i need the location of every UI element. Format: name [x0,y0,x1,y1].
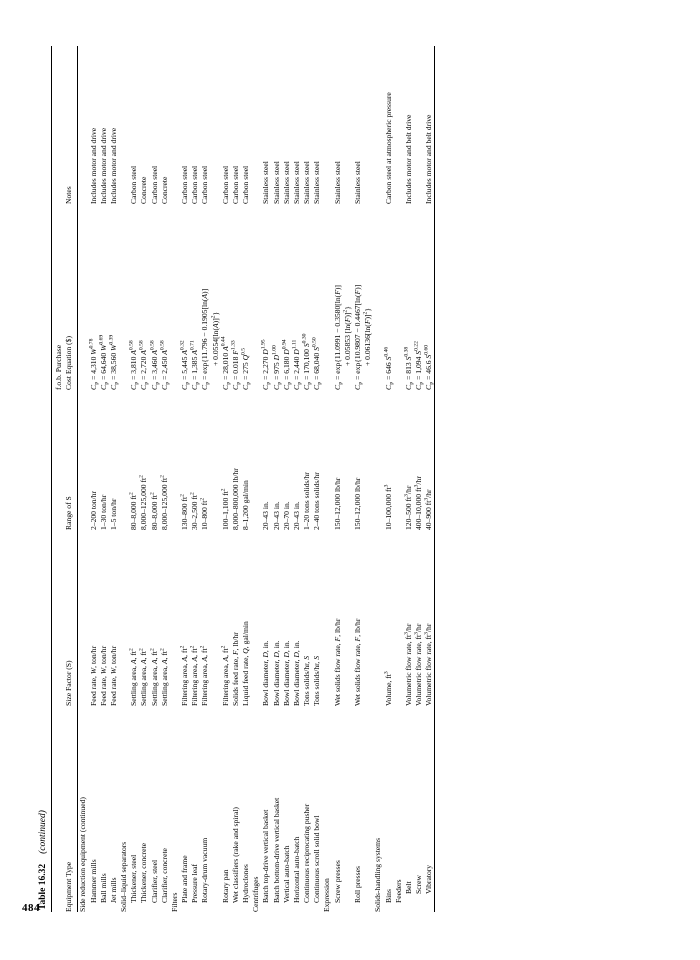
page-number: 484 [22,902,40,914]
cell-cost-equation: $C_P = 2,440$ $D^{1.11}$ [291,339,304,390]
col-header-notes: Notes [64,186,74,204]
cell-cost-equation [251,204,261,390]
cell-size-factor: Filtering area, A, $ft^2$ [189,645,200,706]
cell-notes: Stainless steel [271,161,281,204]
cell-cost-equation [170,204,180,390]
cell-range-of-s: 80–8,000 $ft^2$ [128,492,139,530]
cell-notes: Carbon steel [190,165,200,204]
table-row [129,46,139,912]
cell-equipment-type: Clarifier, concrete [159,848,169,903]
cell-size-factor: Volumetric flow rate, $ft^3/hr$ [403,623,413,706]
cell-equipment-type: Hydroclones [241,864,251,903]
cell-cost-equation [119,204,129,390]
cell-size-factor: Settling area, A, $ft^2$ [128,648,139,706]
cell-notes: Stainless steel [291,161,301,204]
table-row [99,46,109,912]
cell-cost-equation: $C_P = 646$ $S^{0.46}$ [382,346,396,390]
cell-size-factor: Feed rate, W, ton/hr [88,645,98,706]
cell-notes: Includes motor and belt drive [403,114,413,204]
cell-range-of-s: 1–30 ton/hr [98,494,108,530]
cell-equipment-type: Continuous scroll solid bowl [312,815,322,903]
cell-size-factor: Bowl diameter, D, in. [271,640,281,706]
cell-size-factor: Filtering area, A, $ft^2$ [199,645,210,706]
table-row [180,46,190,912]
cell-cost-equation [373,204,383,390]
cell-range-of-s: 1–5 ton/hr [108,498,118,530]
cell-size-factor: Filtering area, A, $ft^2$ [220,645,230,706]
cell-size-factor: Bowl diameter, D, in. [261,640,271,706]
cell-size-factor: Liquid feed rate, Q, gal/min [241,621,251,706]
table-row [109,46,119,912]
cell-size-factor: Settling area, A, $ft^2$ [138,648,149,706]
cell-equipment-type: Clarifier, steel [149,859,159,903]
cell-equipment-type: Screw presses [332,860,342,903]
cell-size-factor [170,530,180,706]
cell-equipment-type: Continuous reciprocating pusher [302,803,312,903]
cell-equipment-type: Bins [383,889,393,903]
cell-equipment-type: Roll presses [352,866,362,903]
cell-size-factor: Feed rate, W, ton/hr [98,645,108,706]
cell-size-factor: Wet solids flow rate, F, lb/hr [352,618,362,706]
cell-cost-equation [394,204,404,390]
cell-size-factor [119,530,129,706]
cell-notes [170,46,180,204]
cell-equipment-type: Batch bottom-drive vertical basket [271,797,281,903]
cell-range-of-s: 20–70 in. [281,501,291,530]
cell-notes: Includes motor and drive [98,127,108,204]
cell-cost-equation: $C_P = 275$ $Q^{0.5}$ [240,347,253,390]
cell-cost-equation: $C_P = 38,560$ $W^{0.39}$ [108,334,121,390]
table-row [312,46,322,912]
col-header-cost-line2: Cost Equation ($) [64,336,74,390]
cell-notes: Stainless steel [332,161,342,204]
table-row [150,46,160,912]
cell-size-factor: Volumetric flow rate, $ft^3/hr$ [413,623,424,706]
cell-equipment-type: Ball mills [98,873,108,903]
table-row [190,46,200,912]
cell-cost-equation: $C_P = 2,450$ $A^{0.58}$ [159,340,172,390]
cell-range-of-s: 8–1,200 gal/min [241,480,251,530]
col-header-cost-line1: f.o.b. Purchase [54,344,63,390]
cell-cost-equation [78,204,88,390]
equipment-cost-table [52,46,77,912]
cell-notes: Includes motor and drive [108,127,118,204]
table-caption-continued: (continued) [38,810,48,854]
cell-notes: Concrete [139,176,149,204]
cell-size-factor: Settling area, A, $ft^2$ [159,648,169,706]
cell-range-of-s: 150–12,000 lb/hr [352,477,362,530]
cell-range-of-s [373,390,383,530]
cell-range-of-s [170,390,180,530]
cell-range-of-s [119,390,129,530]
table-row [384,46,394,912]
cell-size-factor: Filtering area, A, $ft^2$ [179,645,190,706]
cell-cost-equation: $C_P = 68,040$ $S^{0.50}$ [311,337,324,390]
table-section-row [251,46,261,912]
cell-equipment-type: Screw [414,875,424,894]
cell-range-of-s: 120–500 $ft^3/hr$ [403,485,413,530]
table-row [333,46,353,912]
cell-range-of-s: 8,000–125,000 $ft^2$ [159,475,169,530]
cell-range-of-s: 40–900 $ft^3/hr$ [423,489,434,530]
cell-notes: Stainless steel [261,161,271,204]
col-header-equipment-type: Equipment Type [64,861,74,912]
cell-range-of-s [251,390,261,530]
cell-notes [78,46,88,204]
cell-notes: Stainless steel [281,161,291,204]
cell-notes: Carbon steel [129,165,139,204]
cell-cost-equation: $C_P = 6,180$ $D^{0.94}$ [281,339,294,390]
cell-equipment-type: Feeders [393,879,403,903]
cell-notes [373,46,383,204]
cell-equipment-type: Filters [169,892,179,912]
table-row [272,46,282,912]
cell-range-of-s: 80–8,000 $ft^2$ [149,492,159,530]
cell-notes: Stainless steel [352,161,362,204]
cell-equipment-type: Plate and frame [180,855,190,903]
cell-cost-equation: $C_P = \exp\{11.0991 - 0.3580[\ln(F)]$ + 0.05853 $[\ln(F)]^2$} [332,285,352,390]
cell-cost-equation: $C_P = 1,094$ $S^{0.22}$ [413,341,426,390]
cell-cost-equation: $C_P = 28,010$ $A^{0.44}$ [220,336,233,390]
cell-notes: Stainless steel [312,161,322,204]
cell-size-factor: Volume, $ft^3$ [382,671,393,706]
cell-range-of-s: 2–40 tons solids/hr [312,472,322,530]
table-row [139,46,149,912]
cell-size-factor: Bowl diameter, D, in. [281,640,291,706]
cell-size-factor: Bowl diameter, D, in. [291,640,301,706]
cell-range-of-s: 150–12,000 lb/hr [332,477,342,530]
cell-cost-equation: $C_P = 4,310$ $W^{0.78}$ [87,338,101,390]
cell-notes [251,46,261,204]
table-row [282,46,292,912]
cell-size-factor: Feed rate, W, ton/hr [108,645,118,706]
cell-cost-equation: $C_P = 64,640$ $W^{0.69}$ [98,334,111,390]
cell-cost-equation: $C_P = 813$ $S^{0.38}$ [403,346,416,390]
table-caption-label: Table 16.32 [38,863,48,910]
cell-range-of-s: 10–800 $ft^2$ [199,497,210,530]
cell-range-of-s [78,390,88,530]
cell-notes: Includes motor and belt drive [424,114,434,204]
cell-range-of-s: 20–43 in. [291,501,301,530]
cell-equipment-type: Centrifuges [251,876,261,912]
cell-cost-equation: $C_P = 3,810$ $A^{0.58}$ [128,340,141,390]
table-body [78,46,434,912]
cell-notes [414,46,424,204]
cell-equipment-type: Batch top-drive vertical basket [261,809,271,903]
table-bottom-rule [434,46,435,912]
cell-equipment-type: Side reduction equipment (continued) [78,797,88,912]
cell-equipment-type: Wet classifiers (rake and spiral) [230,807,240,903]
cell-cost-equation: $C_P = 0.018$ $F^{1.33}$ [230,340,243,390]
table-section-row [119,46,129,912]
equipment-cost-table-body [78,46,434,912]
table-section-row [373,46,383,912]
cell-notes [394,46,404,204]
cell-size-factor [322,530,332,706]
cell-notes: Carbon steel at atmospheric pressure [383,92,393,204]
cell-equipment-type: Horizontal auto-batch [291,836,301,903]
cell-equipment-type: Vertical auto-batch [281,845,291,903]
cell-size-factor [78,530,88,706]
cell-range-of-s: 8,000–125,000 $ft^2$ [138,475,149,530]
cell-notes: Concrete [159,176,169,204]
cell-equipment-type: Jet mills [108,877,118,903]
cell-notes: Carbon steel [149,165,159,204]
table-row [200,46,220,912]
table-section-row [394,46,404,912]
table-row [414,46,424,912]
table-header-row [52,46,77,912]
table-row [221,46,231,912]
cell-equipment-type: Thickener, concrete [139,843,149,903]
table-row [302,46,312,912]
cell-equipment-type: Hammer mills [88,859,98,903]
table-row [353,46,373,912]
cell-equipment-type: Vibratory [424,864,434,894]
cell-range-of-s: 10–100,000 $ft^3$ [382,484,393,530]
cell-notes: Carbon steel [241,165,251,204]
col-header-cost-equation [52,204,77,390]
cell-range-of-s: 1–20 tons solids/hr [302,472,312,530]
cell-range-of-s: 8,000–800,000 lb/hr [230,468,240,530]
table-row [404,46,414,912]
cell-size-factor [251,530,261,706]
cell-notes: Carbon steel [180,165,190,204]
cell-size-factor: Volumetric flow rate, $ft^3/hr$ [423,623,434,706]
cell-size-factor: Tons solids/hr, S [312,655,322,706]
table-section-row [78,46,88,912]
cell-equipment-type: Expression [322,878,332,912]
cell-cost-equation: $C_P = 5,445$ $A^{0.32}$ [179,340,192,390]
table-row [424,46,434,912]
cell-equipment-type: Solid–liquid separators [119,841,129,912]
cell-size-factor [373,530,383,706]
cell-range-of-s: 20–43 in. [261,501,271,530]
cell-equipment-type: Pressure leaf [190,863,200,903]
table-row [241,46,251,912]
cell-cost-equation: $C_P = 170,100$ $S^{0.30}$ [301,333,314,390]
table-head [52,46,77,912]
cell-range-of-s: 2–200 ton/hr [88,490,98,530]
cell-notes: Carbon steel [200,165,210,204]
cell-range-of-s: 130–800 $ft^2$ [179,494,190,530]
cell-equipment-type: Thickener, steel [129,854,139,903]
cell-size-factor: Tons solids/hr, S [302,655,312,706]
cell-notes [119,46,129,204]
table-row [292,46,302,912]
cell-cost-equation: $C_P = \exp\{11.796 - 0.1905[\ln(A)]$ + $0.0554[\ln(A)]^2$} [200,288,220,390]
cell-equipment-type: Solids-handling systems [373,837,383,912]
cell-size-factor: Wet solids flow rate, F, lb/hr [332,618,342,706]
table-section-row [170,46,180,912]
cell-equipment-type: Rotary-drum vacuum [200,837,210,903]
table-row [261,46,271,912]
cell-equipment-type: Belt [403,881,413,894]
cell-cost-equation: $C_P = 2,270$ $D^{1.95}$ [260,339,273,390]
cell-cost-equation: $C_P = 975$ $D^{1.00}$ [271,345,284,390]
cell-notes: Carbon steel [230,165,240,204]
cell-notes: Carbon steel [220,165,230,204]
cell-size-factor: Settling area, A, $ft^2$ [149,648,159,706]
cell-notes: Stainless steel [302,161,312,204]
col-header-size-factor: Size Factor (S) [64,660,74,706]
cell-cost-equation: $C_P = 2,720$ $A^{0.58}$ [138,340,151,390]
cell-range-of-s: 400–10,000 $ft^3/hr$ [413,476,424,530]
cell-cost-equation [322,204,332,390]
cell-cost-equation: $C_P = \exp\{10.9807 - 0.4467[\ln(F)]$ + $0.06136[\ln(F)]^2$} [352,284,373,390]
cell-cost-equation: $C_P = 3,460$ $A^{0.58}$ [149,340,162,390]
cell-range-of-s: 20–43 in. [271,501,281,530]
cell-size-factor [394,530,404,706]
cell-range-of-s: 100–1,100 $ft^2$ [220,488,230,530]
cell-equipment-type: Rotary pan [220,869,230,903]
cell-cost-equation: $C_P = 46.6$ $S^{0.60}$ [423,344,436,390]
cell-cost-equation: $C_P = 1,385$ $A^{0.71}$ [189,340,202,390]
cell-range-of-s [322,390,332,530]
col-header-range-of-s: Range of S [64,496,74,530]
table-caption [38,46,48,910]
table-row [231,46,241,912]
cell-notes: Includes motor and drive [88,127,98,204]
cell-notes [322,46,332,204]
cell-size-factor: Solids feed rate, F, lb/hr [230,632,240,706]
cell-range-of-s [394,390,404,530]
table-section-row [322,46,332,912]
cell-range-of-s: 30–2,500 $ft^2$ [189,492,200,530]
table-sheet [38,46,662,912]
table-row [89,46,99,912]
table-row [160,46,170,912]
